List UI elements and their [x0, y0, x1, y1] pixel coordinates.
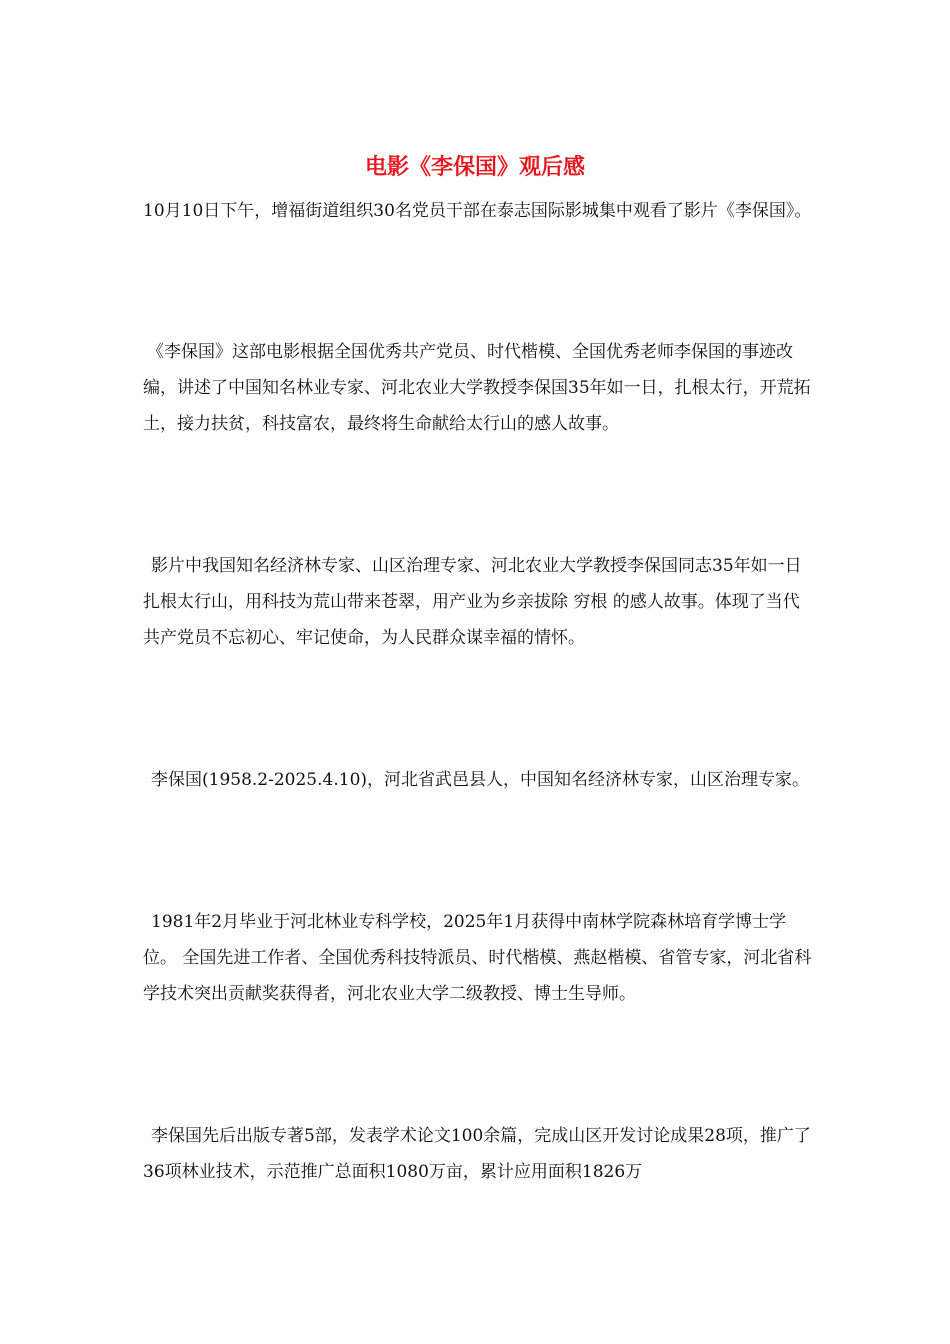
paragraph-5: 1981年2月毕业于河北林业专科学校，2025年1月获得中南林学院森林培育学博士学位。 全国先进工作者、全国优秀科技特派员、时代楷模、燕赵楷模、省管专家，河北省科学技术突出贡献奖获得者，河北农业大学二级教授、博士生导师。	[143, 912, 812, 1004]
paragraph-1: 10月10日下午，增福街道组织30名党员干部在泰志国际影城集中观看了影片《李保国》。	[143, 201, 812, 221]
document-title: 电影《李保国》观后感	[364, 154, 585, 180]
paragraph-4: 李保国(1958.2-2025.4.10)，河北省武邑县人，中国知名经济林专家，山区治理专家。	[151, 770, 810, 790]
paragraph-2: 《李保国》这部电影根据全国优秀共产党员、时代楷模、全国优秀老师李保国的事迹改编，讲述了中国知名林业专家、河北农业大学教授李保国35年如一日，扎根太行，开荒拓土，接力扶贫，科技富农，最终将生命献给太行山的感人故事。	[143, 342, 811, 434]
paragraph-6: 李保国先后出版专著5部，发表学术论文100余篇，完成山区开发讨论成果28项，推广了36项林业技术，示范推广总面积1080万亩，累计应用面积1826万	[143, 1126, 811, 1182]
paragraph-3: 影片中我国知名经济林专家、山区治理专家、河北农业大学教授李保国同志35年如一日扎根太行山，用科技为荒山带来苍翠，用产业为乡亲拔除 穷根 的感人故事。体现了当代共产党员不忘初心、牢记使命，为人民群众谋幸福的情怀。	[143, 556, 802, 648]
